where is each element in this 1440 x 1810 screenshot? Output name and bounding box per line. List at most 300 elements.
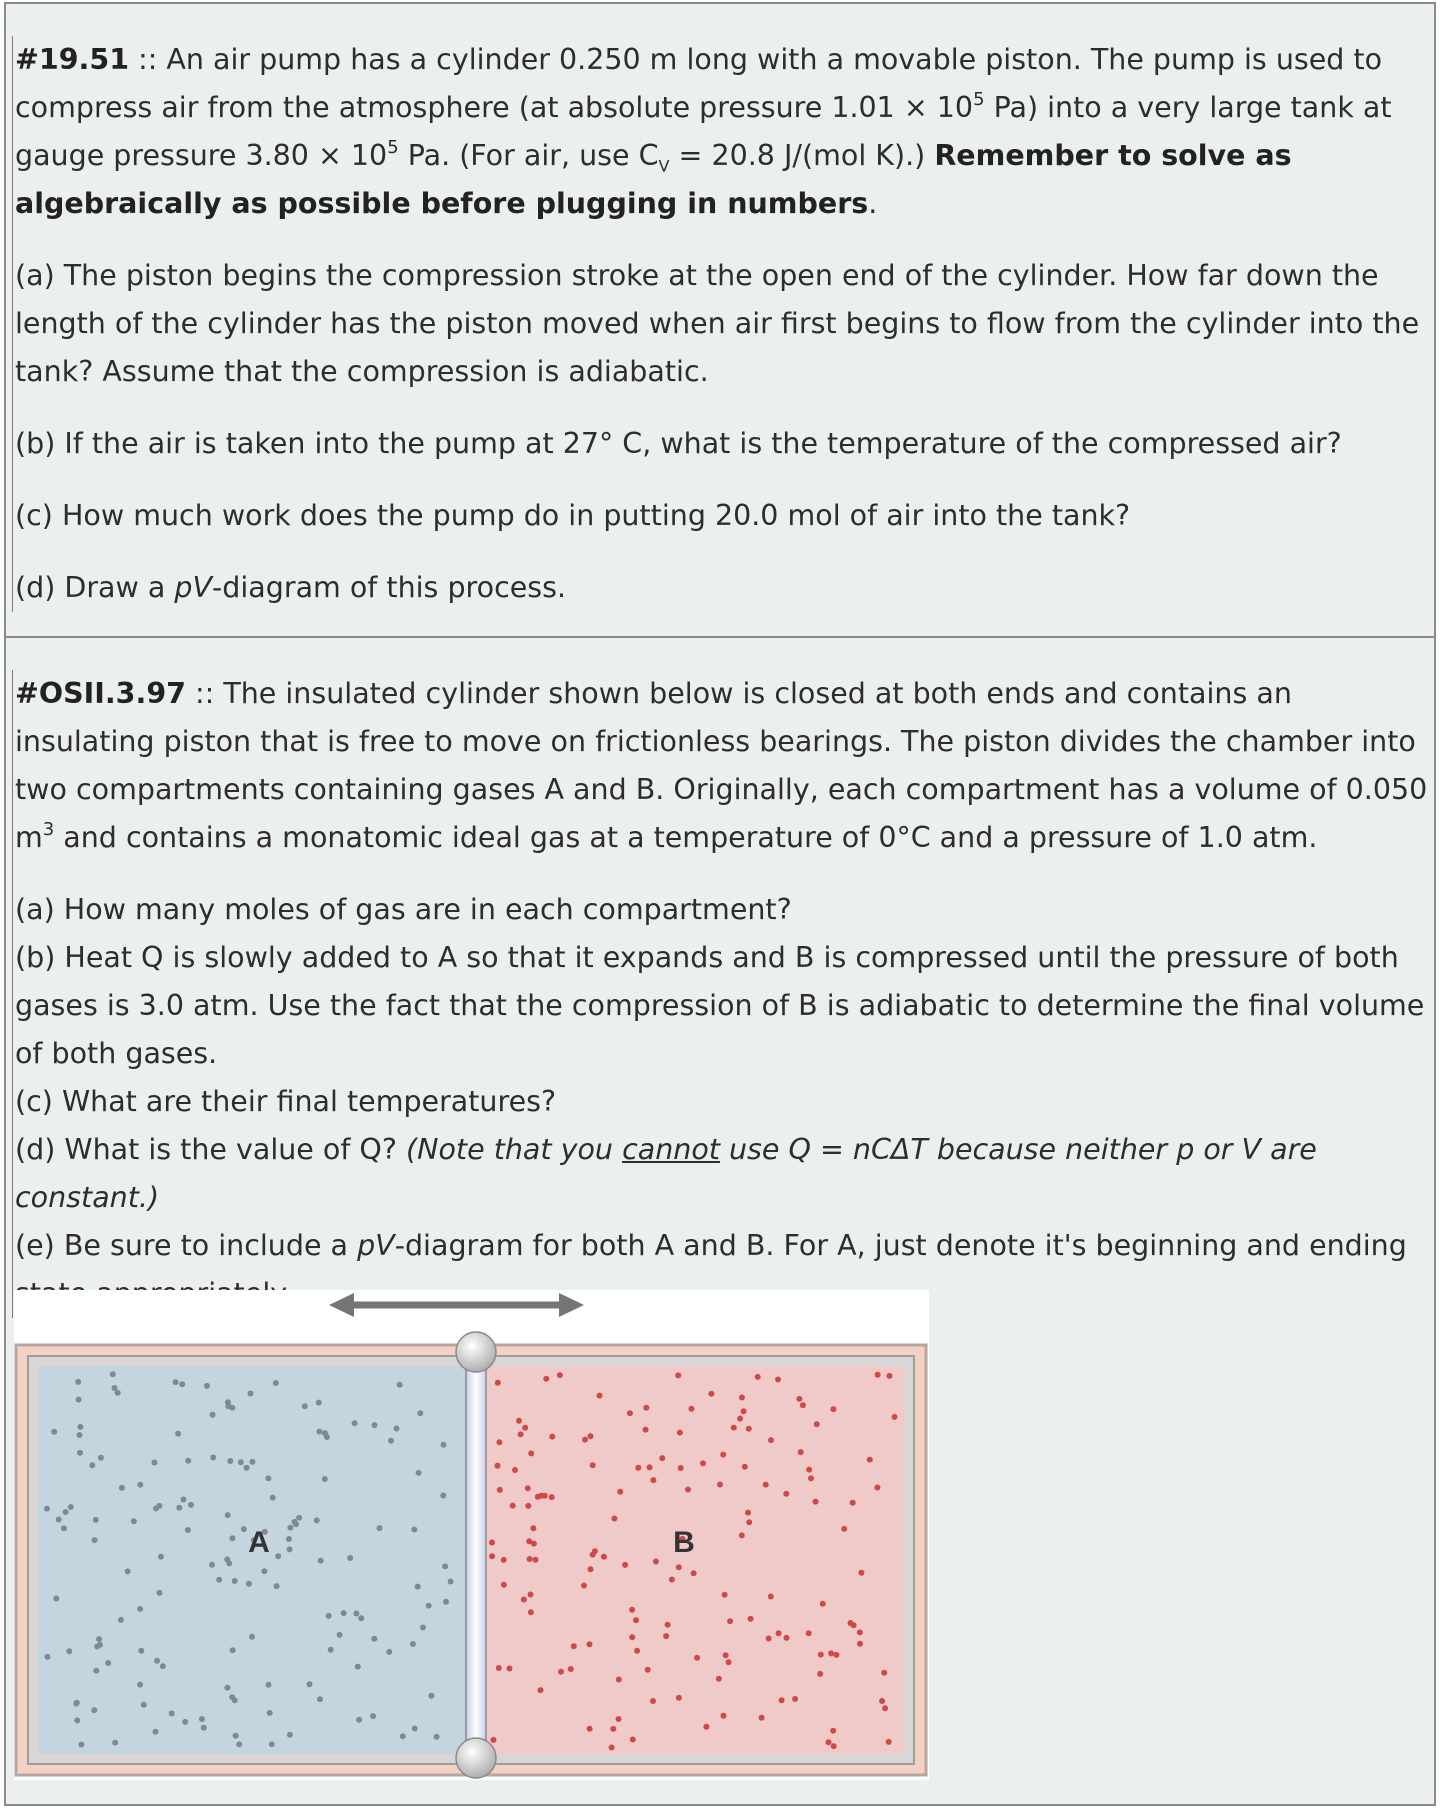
- gas-b-molecule: [659, 1455, 665, 1461]
- gas-b-molecule: [830, 1728, 836, 1734]
- gas-b-molecule: [759, 1715, 765, 1721]
- intro-text: and contains a monatomic ideal gas at a temperature of 0°C and a pressure of 1.0 atm.: [54, 821, 1318, 854]
- gas-b-molecule: [501, 1557, 507, 1563]
- gas-b-molecule: [689, 1406, 695, 1412]
- gas-a-molecule: [326, 1613, 332, 1619]
- gas-b-molecule: [831, 1743, 837, 1749]
- gas-b-molecule: [745, 1510, 751, 1516]
- gas-a-molecule: [112, 1385, 118, 1391]
- gas-b-molecule: [806, 1467, 812, 1473]
- gas-a-molecule: [188, 1502, 194, 1508]
- gas-a-molecule: [249, 1634, 255, 1640]
- gas-a-molecule: [353, 1611, 359, 1617]
- gas-a-molecule: [238, 1459, 244, 1465]
- gas-b-molecule: [848, 1620, 854, 1626]
- gas-a-molecule: [266, 1682, 272, 1688]
- gas-a-molecule: [157, 1590, 163, 1596]
- gas-b-molecule: [597, 1393, 603, 1399]
- gas-a-molecule: [119, 1485, 125, 1491]
- gas-a-molecule: [204, 1383, 210, 1389]
- separator: ::: [129, 43, 167, 76]
- gas-b-molecule: [808, 1475, 814, 1481]
- gas-a-molecule: [110, 1371, 116, 1377]
- gas-a-molecule: [160, 1663, 166, 1669]
- gas-b-molecule: [489, 1540, 495, 1546]
- gas-a-molecule: [287, 1546, 293, 1552]
- gas-b-molecule: [629, 1607, 635, 1613]
- gas-a-molecule: [232, 1578, 238, 1584]
- piston: [466, 1354, 486, 1764]
- gas-b-molecule: [525, 1485, 531, 1491]
- gas-b-molecule: [525, 1503, 531, 1509]
- gas-a-compartment: [38, 1366, 468, 1754]
- gas-b-molecule: [722, 1592, 728, 1598]
- gas-a-molecule: [185, 1458, 191, 1464]
- exponent: 3: [42, 818, 55, 840]
- gas-a-molecule: [265, 1475, 271, 1481]
- gas-b-molecule: [748, 1616, 754, 1622]
- gas-a-molecule: [158, 1554, 164, 1560]
- gas-a-molecule: [154, 1658, 160, 1664]
- gas-b-molecule: [528, 1450, 534, 1456]
- gas-b-molecule: [678, 1465, 684, 1471]
- problem-osii-3-97: [12, 670, 1432, 1318]
- gas-a-molecule: [44, 1506, 50, 1512]
- gas-a-molecule: [199, 1716, 205, 1722]
- gas-a-molecule: [176, 1505, 182, 1511]
- gas-b-molecule: [857, 1629, 863, 1635]
- gas-a-molecule: [175, 1431, 181, 1437]
- gas-b-molecule: [643, 1405, 649, 1411]
- cylinder-figure: [14, 1290, 929, 1780]
- intro-text: = 20.8 J/(mol K).): [669, 139, 935, 172]
- gas-b-molecule: [496, 1439, 502, 1445]
- gas-b-molecule: [533, 1557, 539, 1563]
- gas-b-molecule: [549, 1494, 555, 1500]
- gas-b-molecule: [857, 1641, 863, 1647]
- gas-b-molecule: [496, 1665, 502, 1671]
- gas-a-molecule: [411, 1527, 417, 1533]
- gas-a-molecule: [314, 1517, 320, 1523]
- subscript: V: [658, 156, 670, 176]
- gas-a-molecule: [137, 1606, 143, 1612]
- gas-a-molecule: [287, 1525, 293, 1531]
- gas-b-molecule: [886, 1739, 892, 1745]
- gas-a-molecule: [273, 1380, 279, 1386]
- part-d: [15, 564, 1432, 612]
- gas-b-molecule: [820, 1601, 826, 1607]
- gas-a-molecule: [182, 1719, 188, 1725]
- gas-b-molecule: [826, 1739, 832, 1745]
- gas-b-molecule: [677, 1430, 683, 1436]
- gas-a-molecule: [428, 1693, 434, 1699]
- gas-a-molecule: [426, 1603, 432, 1609]
- gas-b-molecule: [643, 1427, 649, 1433]
- gas-b-molecule: [526, 1538, 532, 1544]
- gas-b-molecule: [528, 1609, 534, 1615]
- gas-b-molecule: [601, 1554, 607, 1560]
- gas-a-molecule: [415, 1584, 421, 1590]
- gas-a-molecule: [77, 1424, 83, 1430]
- emphasis-text: Remember to solve as algebraically as possible before plugging in numbers: [15, 139, 1292, 220]
- gas-a-molecule: [267, 1710, 273, 1716]
- italic-text: pV: [357, 1229, 395, 1262]
- gas-a-molecule: [417, 1410, 423, 1416]
- gas-b-molecule: [622, 1562, 628, 1568]
- gas-b-molecule: [828, 1650, 834, 1656]
- gas-a-molecule: [141, 1702, 147, 1708]
- gas-a-molecule: [307, 1681, 313, 1687]
- gas-a-molecule: [241, 1526, 247, 1532]
- gas-a-molecule: [377, 1525, 383, 1531]
- gas-b-molecule: [491, 1737, 497, 1743]
- text: -diagram for both A and B. For A, just denote it's beginning and ending: [394, 1229, 1407, 1262]
- gas-b-molecule: [542, 1493, 548, 1499]
- gas-a-molecule: [441, 1442, 447, 1448]
- gas-b-molecule: [630, 1737, 636, 1743]
- gas-b-molecule: [685, 1487, 691, 1493]
- gas-b-molecule: [675, 1372, 681, 1378]
- label-b: B: [673, 1526, 695, 1559]
- gas-b-molecule: [721, 1713, 727, 1719]
- gas-a-molecule: [286, 1536, 292, 1542]
- gas-a-molecule: [448, 1579, 454, 1585]
- gas-a-molecule: [97, 1642, 103, 1648]
- gas-b-molecule: [727, 1618, 733, 1624]
- gas-b-molecule: [538, 1687, 544, 1693]
- gas-b-molecule: [568, 1666, 574, 1672]
- gas-a-molecule: [443, 1599, 449, 1605]
- gas-b-molecule: [691, 1570, 697, 1576]
- gas-a-molecule: [302, 1403, 308, 1409]
- part-c: (c) How much work does the pump do in putting 20.0 mol of air into the tank?: [15, 499, 1131, 532]
- gas-a-molecule: [440, 1493, 446, 1499]
- gas-b-molecule: [587, 1641, 593, 1647]
- gas-b-molecule: [741, 1408, 747, 1414]
- gas-b-molecule: [609, 1745, 615, 1751]
- part-a: (a) How many moles of gas are in each compartment?: [15, 893, 792, 926]
- gas-b-molecule: [645, 1667, 651, 1673]
- intro-text: Pa. (For air, use C: [398, 139, 659, 172]
- gas-b-molecule: [497, 1487, 503, 1493]
- gas-a-molecule: [68, 1504, 74, 1510]
- gas-a-molecule: [356, 1717, 362, 1723]
- gas-a-molecule: [153, 1729, 159, 1735]
- gas-a-molecule: [45, 1654, 51, 1660]
- bearing-bottom: [456, 1738, 496, 1778]
- gas-a-molecule: [77, 1450, 83, 1456]
- gas-a-molecule: [292, 1519, 298, 1525]
- gas-b-molecule: [892, 1414, 898, 1420]
- gas-a-molecule: [78, 1742, 84, 1748]
- gas-a-molecule: [93, 1668, 99, 1674]
- gas-b-molecule: [717, 1482, 723, 1488]
- gas-a-molecule: [73, 1701, 79, 1707]
- section-divider: [6, 636, 1434, 638]
- gas-b-molecule: [776, 1630, 782, 1636]
- gas-b-molecule: [521, 1597, 527, 1603]
- gas-b-molecule: [627, 1410, 633, 1416]
- gas-b-molecule: [755, 1374, 761, 1380]
- gas-a-molecule: [347, 1555, 353, 1561]
- gas-a-molecule: [224, 1556, 230, 1562]
- part-b: (b) If the air is taken into the pump at 27° C, what is the temperature of the compressed air?: [15, 427, 1342, 460]
- gas-a-molecule: [371, 1636, 377, 1642]
- gas-a-molecule: [173, 1379, 179, 1385]
- gas-b-molecule: [783, 1491, 789, 1497]
- gas-a-molecule: [261, 1568, 267, 1574]
- gas-b-molecule: [510, 1503, 516, 1509]
- gas-b-molecule: [874, 1485, 880, 1491]
- gas-a-molecule: [53, 1596, 59, 1602]
- gas-b-molecule: [792, 1696, 798, 1702]
- gas-a-molecule: [328, 1647, 334, 1653]
- gas-b-molecule: [813, 1499, 819, 1505]
- gas-b-molecule: [768, 1594, 774, 1600]
- gas-a-molecule: [131, 1518, 137, 1524]
- gas-a-molecule: [386, 1649, 392, 1655]
- gas-b-molecule: [768, 1437, 774, 1443]
- gas-a-molecule: [355, 1664, 361, 1670]
- gas-a-molecule: [400, 1733, 406, 1739]
- gas-a-molecule: [137, 1682, 143, 1688]
- gas-b-molecule: [650, 1477, 656, 1483]
- gas-b-molecule: [557, 1372, 563, 1378]
- gas-b-molecule: [700, 1460, 706, 1466]
- gas-a-molecule: [249, 1459, 255, 1465]
- gas-a-molecule: [337, 1632, 343, 1638]
- note-text: (Note that you: [406, 1133, 623, 1166]
- gas-b-molecule: [708, 1391, 714, 1397]
- gas-b-molecule: [887, 1373, 893, 1379]
- gas-a-molecule: [394, 1426, 400, 1432]
- gas-b-molecule: [833, 1652, 839, 1658]
- gas-b-molecule: [558, 1669, 564, 1675]
- gas-b-molecule: [611, 1516, 617, 1522]
- gas-a-molecule: [181, 1497, 187, 1503]
- gas-a-molecule: [352, 1420, 358, 1426]
- gas-b-molecule: [814, 1421, 820, 1427]
- gas-a-molecule: [318, 1558, 324, 1564]
- gas-a-molecule: [412, 1726, 418, 1732]
- gas-a-molecule: [105, 1660, 111, 1666]
- gas-a-molecule: [169, 1711, 175, 1717]
- gas-b-molecule: [582, 1437, 588, 1443]
- separator: ::: [186, 677, 224, 710]
- gas-a-molecule: [274, 1583, 280, 1589]
- gas-a-molecule: [233, 1733, 239, 1739]
- problem-19-51-intro: [15, 36, 1432, 228]
- gas-b-molecule: [817, 1671, 823, 1677]
- gas-b-molecule: [635, 1465, 641, 1471]
- gas-b-molecule: [875, 1372, 881, 1378]
- gas-a-molecule: [77, 1432, 83, 1438]
- gas-b-molecule: [881, 1670, 887, 1676]
- period: .: [868, 187, 878, 220]
- gas-a-molecule: [51, 1429, 57, 1435]
- gas-b-molecule: [850, 1500, 856, 1506]
- gas-b-molecule: [742, 1464, 748, 1470]
- gas-b-molecule: [629, 1634, 635, 1640]
- gas-a-molecule: [397, 1382, 403, 1388]
- gas-a-molecule: [244, 1465, 250, 1471]
- gas-a-molecule: [118, 1617, 124, 1623]
- gas-b-molecule: [653, 1559, 659, 1565]
- gas-a-molecule: [296, 1515, 302, 1521]
- gas-b-molecule: [495, 1380, 501, 1386]
- gas-a-molecule: [316, 1400, 322, 1406]
- gas-a-molecule: [316, 1429, 322, 1435]
- gas-b-molecule: [800, 1402, 806, 1408]
- gas-a-molecule: [388, 1438, 394, 1444]
- label-a: A: [248, 1526, 270, 1559]
- gas-a-molecule: [210, 1412, 216, 1418]
- gas-b-molecule: [830, 1406, 836, 1412]
- gas-b-molecule: [665, 1622, 671, 1628]
- note-text: use Q = nCΔT because neither p or V are constant.): [15, 1133, 1317, 1214]
- gas-b-molecule: [549, 1434, 555, 1440]
- gas-b-molecule: [867, 1457, 873, 1463]
- gas-b-molecule: [858, 1570, 864, 1576]
- gas-b-molecule: [882, 1705, 888, 1711]
- gas-a-molecule: [410, 1641, 416, 1647]
- text: (d) What is the value of Q?: [15, 1133, 407, 1166]
- text: (e) Be sure to include a: [15, 1229, 358, 1262]
- gas-a-molecule: [225, 1403, 231, 1409]
- gas-b-molecule: [634, 1648, 640, 1654]
- gas-b-molecule: [731, 1425, 737, 1431]
- exponent: 5: [387, 136, 399, 158]
- gas-a-molecule: [236, 1741, 242, 1747]
- gas-a-molecule: [137, 1482, 143, 1488]
- gas-a-molecule: [201, 1725, 207, 1731]
- gas-b-molecule: [535, 1494, 541, 1500]
- gas-a-molecule: [442, 1563, 448, 1569]
- problem-osii-intro: [15, 670, 1432, 862]
- part-b: (b) Heat Q is slowly added to A so that it expands and B is compressed until the pressure of both gases is 3.0 atm. Use the fact that the compression of B is adiabatic to determine the final volume of both gases.: [15, 941, 1425, 1070]
- gas-b-molecule: [528, 1592, 534, 1598]
- gas-a-molecule: [275, 1553, 281, 1559]
- gas-b-molecule: [527, 1556, 533, 1562]
- gas-b-molecule: [694, 1655, 700, 1661]
- gas-a-molecule: [324, 1434, 330, 1440]
- gas-a-molecule: [92, 1537, 98, 1543]
- gas-b-molecule: [676, 1564, 682, 1570]
- gas-a-molecule: [98, 1455, 104, 1461]
- gas-b-molecule: [571, 1643, 577, 1649]
- gas-b-molecule: [676, 1695, 682, 1701]
- gas-b-molecule: [512, 1467, 518, 1473]
- intro-text: Pa) into a very large tank at gauge pressure 3.80 × 10: [15, 91, 1392, 172]
- gas-b-molecule: [739, 1532, 745, 1538]
- gas-a-molecule: [229, 1535, 235, 1541]
- italic-text: pV: [174, 571, 213, 604]
- gas-b-molecule: [879, 1698, 885, 1704]
- gas-a-molecule: [317, 1696, 323, 1702]
- gas-b-molecule: [647, 1464, 653, 1470]
- gas-a-molecule: [74, 1717, 80, 1723]
- gas-a-molecule: [216, 1577, 222, 1583]
- gas-b-molecule: [543, 1376, 549, 1382]
- gas-b-molecule: [518, 1431, 524, 1437]
- gas-b-molecule: [507, 1666, 513, 1672]
- gas-b-molecule: [590, 1552, 596, 1558]
- gas-b-molecule: [720, 1452, 726, 1458]
- part-c: (c) What are their final temperatures?: [15, 1085, 557, 1118]
- gas-b-molecule: [775, 1377, 781, 1383]
- gas-a-molecule: [434, 1734, 440, 1740]
- gas-b-molecule: [726, 1659, 732, 1665]
- gas-b-molecule: [746, 1519, 752, 1525]
- gas-b-molecule: [798, 1449, 804, 1455]
- gas-a-molecule: [248, 1391, 254, 1397]
- gas-a-molecule: [227, 1458, 233, 1464]
- gas-b-compartment: [484, 1366, 904, 1754]
- gas-a-molecule: [269, 1741, 275, 1747]
- gas-b-molecule: [766, 1636, 772, 1642]
- problem-19-51: [12, 36, 1432, 612]
- text: -diagram of this process.: [212, 571, 567, 604]
- gas-a-molecule: [229, 1694, 235, 1700]
- part-a: (a) The piston begins the compression stroke at the open end of the cylinder. How far down the length of the cylinder has the piston moved when air first begins to flow from the cylinder into the tank? Assume that the compression is adiabatic.: [15, 259, 1420, 388]
- gas-a-molecule: [370, 1713, 376, 1719]
- gas-a-molecule: [66, 1648, 72, 1654]
- gas-a-molecule: [56, 1517, 62, 1523]
- gas-b-molecule: [669, 1577, 675, 1583]
- part-d: [15, 1126, 1432, 1222]
- text: (d) Draw a: [15, 571, 175, 604]
- gas-a-molecule: [341, 1610, 347, 1616]
- gas-b-molecule: [663, 1633, 669, 1639]
- underlined-text: cannot: [622, 1133, 720, 1166]
- gas-b-molecule: [739, 1395, 745, 1401]
- gas-b-molecule: [516, 1418, 522, 1424]
- gas-a-molecule: [138, 1648, 144, 1654]
- gas-b-molecule: [723, 1652, 729, 1658]
- gas-a-molecule: [179, 1381, 185, 1387]
- gas-a-molecule: [96, 1636, 102, 1642]
- gas-b-molecule: [581, 1583, 587, 1589]
- gas-a-molecule: [246, 1581, 252, 1587]
- gas-a-molecule: [416, 1470, 422, 1476]
- gas-b-molecule: [495, 1463, 501, 1469]
- gas-b-molecule: [650, 1698, 656, 1704]
- intro-text: The insulated cylinder shown below is closed at both ends and contains an insulating piston that is free to move on frictionless bearings. The piston divides the chamber into two compartments containing gases A and B. Originally, each compartment has a volume of 0.050 m: [15, 677, 1428, 854]
- problem-sheet: [4, 2, 1436, 1806]
- gas-a-molecule: [358, 1615, 364, 1621]
- gas-b-molecule: [616, 1677, 622, 1683]
- gas-a-molecule: [322, 1476, 328, 1482]
- gas-b-molecule: [737, 1416, 743, 1422]
- gas-b-molecule: [703, 1724, 709, 1730]
- gas-b-molecule: [806, 1630, 812, 1636]
- gas-a-molecule: [270, 1495, 276, 1501]
- gas-b-molecule: [588, 1566, 594, 1572]
- gas-a-molecule: [420, 1625, 426, 1631]
- gas-a-molecule: [89, 1462, 95, 1468]
- gas-b-molecule: [610, 1726, 616, 1732]
- gas-a-molecule: [112, 1740, 118, 1746]
- gas-b-molecule: [779, 1697, 785, 1703]
- problem-id: #OSII.3.97: [15, 677, 186, 710]
- problem-id: #19.51: [15, 43, 130, 76]
- gas-b-molecule: [590, 1462, 596, 1468]
- gas-b-molecule: [818, 1652, 824, 1658]
- gas-b-molecule: [763, 1482, 769, 1488]
- gas-b-molecule: [616, 1716, 622, 1722]
- gas-a-molecule: [93, 1517, 99, 1523]
- gas-b-molecule: [489, 1553, 495, 1559]
